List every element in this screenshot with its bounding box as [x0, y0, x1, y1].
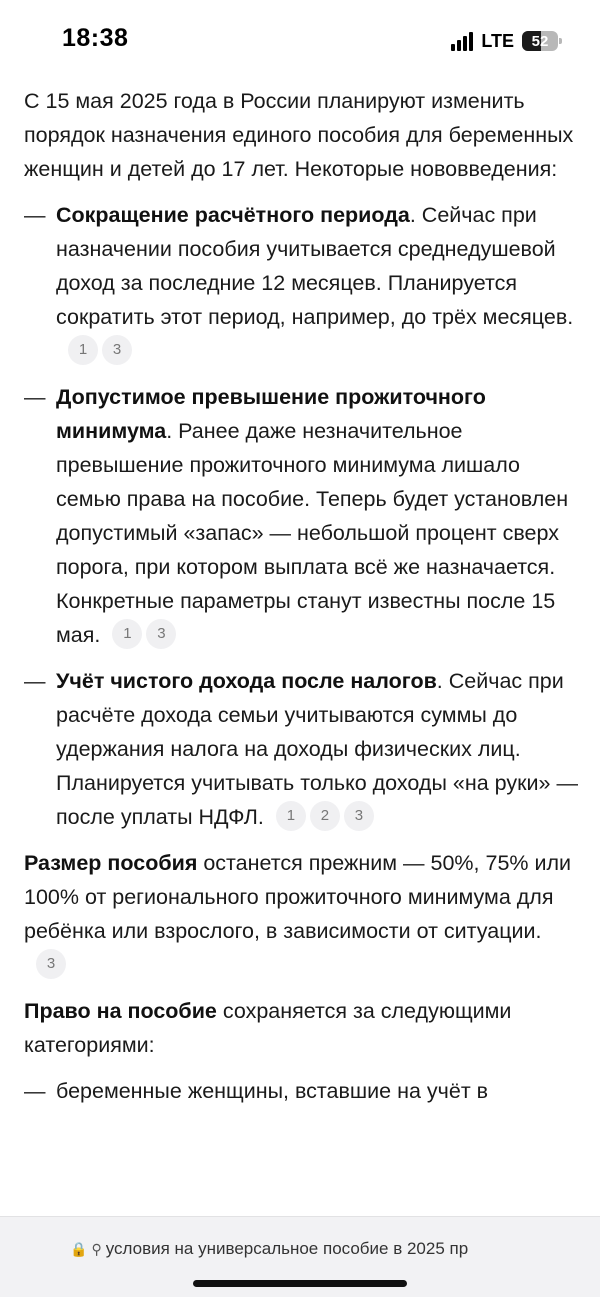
- reference-badge[interactable]: 2: [310, 801, 340, 831]
- article-content: [24, 84, 580, 1120]
- reference-badge[interactable]: 3: [146, 619, 176, 649]
- list-dash: —: [24, 669, 46, 693]
- status-indicators: [451, 28, 558, 54]
- lock-icon: 🔒: [70, 1240, 88, 1257]
- item-heading: Допустимое превышение прожиточного минимума: [56, 385, 486, 443]
- status-bar: [0, 0, 600, 80]
- item-text: беременные женщины, вставшие на учёт в: [56, 1079, 489, 1103]
- item-heading: Сокращение расчётного периода: [56, 203, 410, 227]
- paragraph-text: останется прежним — 50%, 75% или 100% от регионального прожиточного минимума для ребёнка или взрослого, в зависимости от ситуации.: [24, 851, 572, 943]
- browser-address-bar[interactable]: [0, 1216, 600, 1297]
- url-text[interactable]: условия на универсальное пособие в 2025 пр: [105, 1239, 469, 1258]
- url-row[interactable]: [70, 1237, 530, 1261]
- search-icon: ⚲: [91, 1240, 102, 1257]
- reference-badge[interactable]: 1: [112, 619, 142, 649]
- item-text: . Сейчас при назначении пособия учитывается среднедушевой доход за последние 12 месяцев. Планируется сократить этот период, например, до трёх месяцев.: [56, 203, 574, 329]
- paragraph-heading: Размер пособия: [24, 851, 198, 875]
- reference-badge[interactable]: 1: [276, 801, 306, 831]
- benefit-size-paragraph: [24, 846, 580, 982]
- eligibility-paragraph: [24, 994, 580, 1062]
- reference-badge[interactable]: 3: [344, 801, 374, 831]
- intro-paragraph: С 15 мая 2025 года в России планируют изменить порядок назначения единого пособия для беременных женщин и детей до 17 лет. Некоторые нововведения:: [24, 89, 574, 181]
- list-item: [24, 1074, 580, 1108]
- network-label: LTE: [481, 30, 514, 51]
- item-text: . Сейчас при расчёте дохода семьи учитываются суммы до удержания налога на доходы физических лиц. Планируется учитывать только доходы «на руки» — после уплаты НДФЛ.: [56, 669, 578, 829]
- battery-level: 52: [531, 32, 549, 50]
- list-item: [24, 198, 580, 368]
- paragraph-heading: Право на пособие: [24, 999, 217, 1023]
- battery-icon: [522, 31, 558, 51]
- reference-badge[interactable]: 3: [102, 335, 132, 365]
- item-heading: Учёт чистого дохода после налогов: [56, 669, 437, 693]
- list-item: [24, 664, 580, 834]
- home-indicator[interactable]: [193, 1280, 407, 1287]
- list-dash: —: [24, 385, 46, 409]
- list-dash: —: [24, 203, 46, 227]
- paragraph-text: сохраняется за следующими категориями:: [24, 999, 512, 1057]
- signal-icon: [451, 31, 473, 51]
- list-dash: —: [24, 1079, 46, 1103]
- item-text: . Ранее даже незначительное превышение прожиточного минимума лишало семью права на пособие. Теперь будет установлен допустимый «запас» — небольшой процент сверх порога, при котором выплата всё же назначается. Конкретные параметры станут известны после 15 мая.: [56, 419, 569, 647]
- list-item: [24, 380, 580, 652]
- reference-badge[interactable]: 3: [36, 949, 66, 979]
- reference-badge[interactable]: 1: [68, 335, 98, 365]
- status-time: 18:38: [62, 24, 129, 52]
